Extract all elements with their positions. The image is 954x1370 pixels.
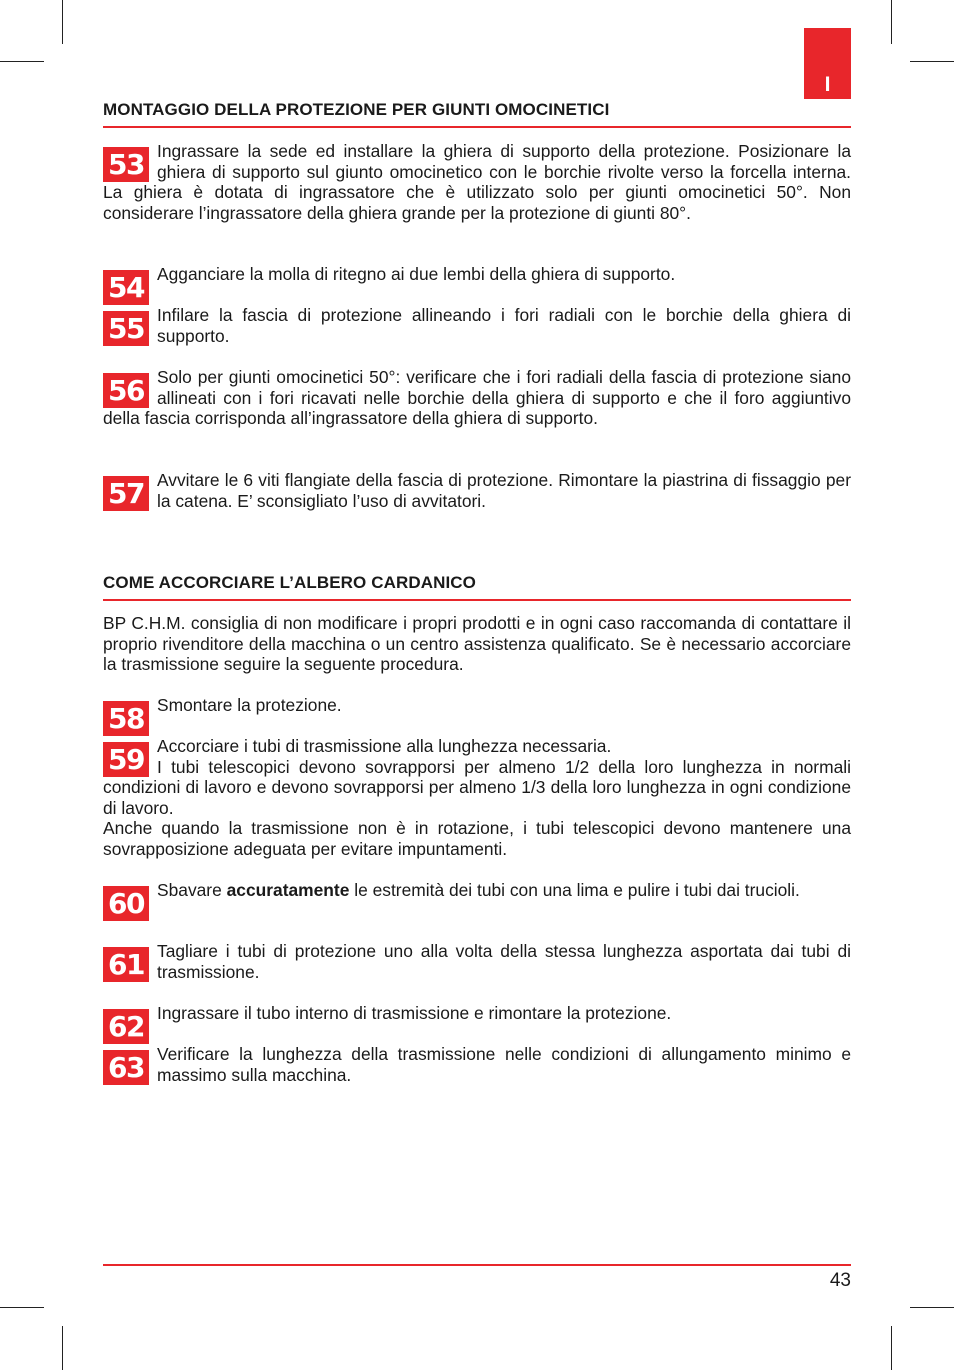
step-57 xyxy=(103,470,851,511)
step-number: 61 xyxy=(103,947,149,982)
step-text: Agganciare la molla di ritegno ai due lembi della ghiera di supporto. xyxy=(157,264,676,284)
step-text: Infilare la fascia di protezione allineando i fori radiali con le borchie della ghiera di supporto. xyxy=(157,305,851,346)
step-number: 57 xyxy=(103,476,149,511)
step-text-overlap: I tubi telescopici devono sovrapporsi per almeno 1/2 della loro lunghezza in normali condizioni di lavoro e devono sovrapporsi per almeno 1/3 della loro lunghezza in ogni condizione di lavoro. xyxy=(103,756,851,818)
step-text-bold: accuratamente xyxy=(226,880,350,900)
step-number: 55 xyxy=(103,311,149,346)
step-63 xyxy=(103,1044,851,1085)
step-text: Avvitare le 6 viti flangiate della fascia di protezione. Rimontare la piastrina di fissaggio per la catena. E’ sconsigliato l’uso di avvitatori. xyxy=(157,470,851,511)
step-number: 58 xyxy=(103,701,149,736)
crop-mark xyxy=(891,0,892,44)
step-number: 63 xyxy=(103,1050,149,1085)
step-text: Verificare la lunghezza della trasmissione nelle condizioni di allungamento minimo e massimo sulla macchina. xyxy=(157,1044,851,1085)
step-56 xyxy=(103,367,851,429)
crop-mark xyxy=(910,61,954,62)
step-text-before: Sbavare xyxy=(157,880,222,900)
section-title-accorciare: COME ACCORCIARE L’ALBERO CARDANICO xyxy=(103,573,851,601)
step-61 xyxy=(103,941,851,982)
step-text: Smontare la protezione. xyxy=(157,695,342,715)
step-text: Ingrassare la sede ed installare la ghiera di supporto della protezione. Posizionare la ghiera di supporto sul giunto omocinetico con le borchie rivolte verso la forcella interna. La ghiera è dotata di ingrassatore che è utilizzato solo per giunti omocinetici 50°. Non considerare l’ingrassatore della ghiera grande per la protezione di giunti 80°. xyxy=(103,141,851,223)
crop-mark xyxy=(0,61,44,62)
step-53 xyxy=(103,141,851,223)
crop-mark xyxy=(0,1307,44,1308)
crop-mark xyxy=(891,1326,892,1370)
step-number: 59 xyxy=(103,742,149,777)
step-number: 60 xyxy=(103,886,149,921)
step-text xyxy=(103,880,851,901)
step-number: 53 xyxy=(103,147,149,182)
step-number: 54 xyxy=(103,270,149,305)
step-number: 56 xyxy=(103,373,149,408)
step-text-rotation: Anche quando la trasmissione non è in rotazione, i tubi telescopici devono mantenere una sovrapposizione adeguata per evitare impuntamenti. xyxy=(103,818,851,859)
language-tab: I xyxy=(804,28,851,99)
section-intro: BP C.H.M. consiglia di non modificare i propri prodotti e in ogni caso raccomanda di contattare il proprio rivenditore della macchina o un centro assistenza qualificato. Se è necessario accorciare la trasmissione seguire la seguente procedura. xyxy=(103,613,851,675)
step-number: 62 xyxy=(103,1009,149,1044)
step-55 xyxy=(103,305,851,346)
page-number: 43 xyxy=(829,1270,851,1291)
step-62 xyxy=(103,1003,851,1044)
step-text: Solo per giunti omocinetici 50°: verificare che i fori radiali della fascia di protezione siano allineati con i fori ricavati nelle borchie della ghiera di supporto e che il foro aggiuntivo della fascia corrisponda all’ingrassatore della ghiera di supporto. xyxy=(103,367,851,429)
step-59 xyxy=(103,736,851,860)
footer-rule xyxy=(103,1264,851,1266)
step-58 xyxy=(103,695,851,736)
step-text-after: le estremità dei tubi con una lima e pulire i tubi dai trucioli. xyxy=(354,880,800,900)
section-title-montaggio: MONTAGGIO DELLA PROTEZIONE PER GIUNTI OMOCINETICI xyxy=(103,100,851,128)
crop-mark xyxy=(62,1326,63,1370)
step-text: Accorciare i tubi di trasmissione alla lunghezza necessaria. xyxy=(157,736,612,756)
step-text: Ingrassare il tubo interno di trasmissione e rimontare la protezione. xyxy=(157,1003,672,1023)
crop-mark xyxy=(910,1307,954,1308)
step-60 xyxy=(103,880,851,921)
step-54 xyxy=(103,264,851,305)
step-text: Tagliare i tubi di protezione uno alla volta della stessa lunghezza asportata dai tubi di trasmissione. xyxy=(157,941,851,982)
crop-mark xyxy=(62,0,63,44)
